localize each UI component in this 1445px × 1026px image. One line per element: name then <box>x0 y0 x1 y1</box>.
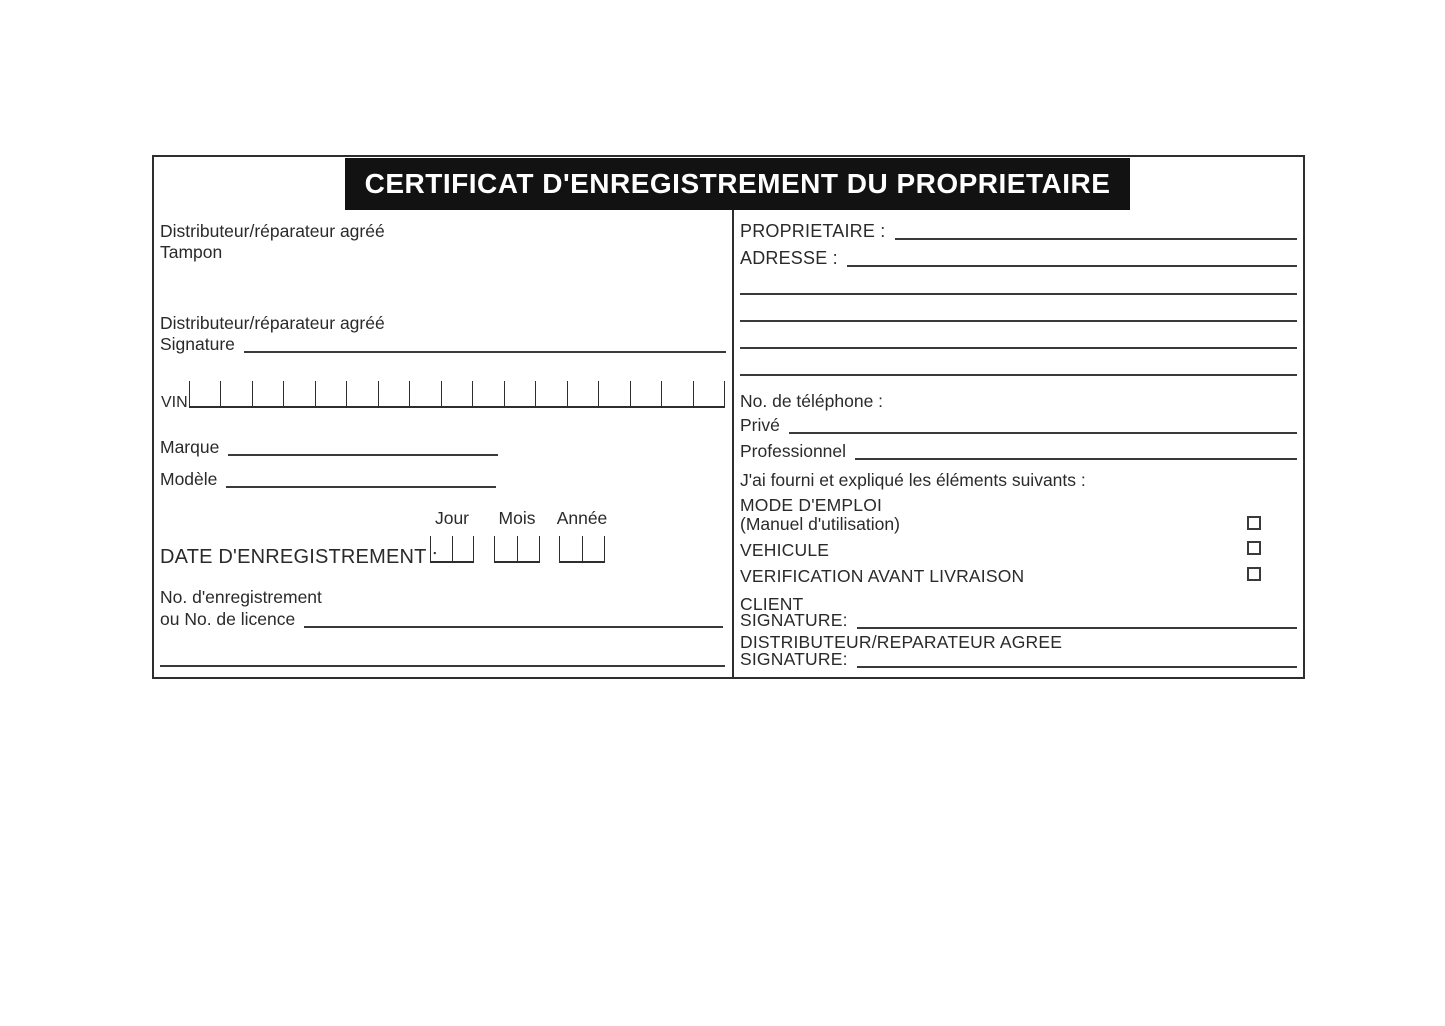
checkbox-predelivery[interactable] <box>1247 567 1261 581</box>
modele-row <box>160 469 496 490</box>
date-month-label: Mois <box>498 508 536 528</box>
form-title-bar <box>345 158 1130 210</box>
date-month-field[interactable] <box>494 536 540 563</box>
date-year-label: Année <box>556 508 608 528</box>
dealer-agree-signature-row <box>740 649 1297 670</box>
left-extra-line-field[interactable] <box>160 665 725 667</box>
vin-cell[interactable] <box>189 381 220 406</box>
checklist-item-manual-line2: (Manuel d'utilisation) <box>740 514 900 534</box>
vin-label: VIN <box>161 394 188 411</box>
dealer-agree-signature-field[interactable] <box>857 666 1297 668</box>
date-year-field[interactable] <box>559 536 605 563</box>
vin-field[interactable] <box>189 381 725 408</box>
vin-cell[interactable] <box>661 381 692 406</box>
date-cell[interactable] <box>517 536 540 561</box>
vin-cell[interactable] <box>504 381 535 406</box>
vin-cell[interactable] <box>315 381 346 406</box>
client-signature-row <box>740 610 1297 631</box>
provided-items-intro: J'ai fourni et expliqué les éléments suivants : <box>740 470 1086 490</box>
phone-professional-row <box>740 441 1297 462</box>
checkbox-manual[interactable] <box>1247 516 1261 530</box>
column-divider <box>732 210 734 677</box>
address-extra-lines <box>740 268 1297 376</box>
vin-cell[interactable] <box>598 381 629 406</box>
dealer-agree-signature-label: SIGNATURE: <box>740 649 848 669</box>
client-signature-label: SIGNATURE: <box>740 610 848 630</box>
phone-private-field[interactable] <box>789 432 1297 434</box>
vin-cell[interactable] <box>630 381 661 406</box>
date-cell[interactable] <box>452 536 474 561</box>
vin-cell[interactable] <box>441 381 472 406</box>
vin-cell[interactable] <box>252 381 283 406</box>
marque-row <box>160 437 498 458</box>
date-cell[interactable] <box>494 536 517 561</box>
vin-cell[interactable] <box>378 381 409 406</box>
checklist-item-vehicle: VEHICULE <box>740 540 830 560</box>
addr-line <box>740 295 1297 322</box>
registration-number-label-line1: No. d'enregistrement <box>160 587 322 607</box>
client-signature-field[interactable] <box>857 627 1297 629</box>
phone-private-row <box>740 415 1297 436</box>
checkbox-vehicle[interactable] <box>1247 541 1261 555</box>
owner-field[interactable] <box>895 238 1298 240</box>
address-row <box>740 247 1297 269</box>
addr-line <box>740 349 1297 376</box>
vin-cell[interactable] <box>283 381 314 406</box>
phone-label: No. de téléphone : <box>740 391 884 411</box>
modele-field[interactable] <box>226 486 496 488</box>
dealer-signature-row <box>160 334 726 355</box>
dealer-agree-label: DISTRIBUTEUR/REPARATEUR AGREE <box>740 632 1063 652</box>
address-field[interactable] <box>847 265 1297 267</box>
dealer-signature-label-line2: Signature <box>160 334 235 354</box>
dealer-signature-field[interactable] <box>244 351 726 353</box>
dealer-signature-label-line1: Distributeur/réparateur agréé <box>160 313 385 333</box>
marque-field[interactable] <box>228 454 498 456</box>
phone-professional-label: Professionnel <box>740 441 847 461</box>
vin-cell[interactable] <box>346 381 377 406</box>
registration-number-label-line2: ou No. de licence <box>160 609 296 629</box>
dealer-stamp-label: Distributeur/réparateur agréé Tampon <box>160 221 385 262</box>
registration-date-label: DATE D'ENREGISTREMENT : <box>160 546 438 568</box>
checklist-item-predelivery: VERIFICATION AVANT LIVRAISON <box>740 566 1025 586</box>
modele-label: Modèle <box>160 469 218 489</box>
address-label: ADRESSE : <box>740 248 838 268</box>
vin-cell[interactable] <box>535 381 566 406</box>
phone-private-label: Privé <box>740 415 780 435</box>
checklist-item-manual-line1: MODE D'EMPLOI <box>740 495 883 515</box>
vin-cell[interactable] <box>472 381 503 406</box>
vin-cell[interactable] <box>409 381 440 406</box>
client-label: CLIENT <box>740 594 804 614</box>
marque-label: Marque <box>160 437 220 457</box>
date-cell[interactable] <box>582 536 605 561</box>
vin-cell[interactable] <box>220 381 251 406</box>
registration-number-row <box>160 609 723 630</box>
addr-line <box>740 322 1297 349</box>
date-day-label: Jour <box>434 508 470 528</box>
phone-professional-field[interactable] <box>855 458 1297 460</box>
date-cell[interactable] <box>559 536 582 561</box>
vin-cell[interactable] <box>567 381 598 406</box>
owner-row <box>740 220 1297 242</box>
form-title: CERTIFICAT D'ENREGISTREMENT DU PROPRIETAIRE <box>364 168 1111 199</box>
registration-number-field[interactable] <box>304 626 723 628</box>
vin-cell[interactable] <box>693 381 724 406</box>
owner-label: PROPRIETAIRE : <box>740 221 886 241</box>
addr-line <box>740 268 1297 295</box>
